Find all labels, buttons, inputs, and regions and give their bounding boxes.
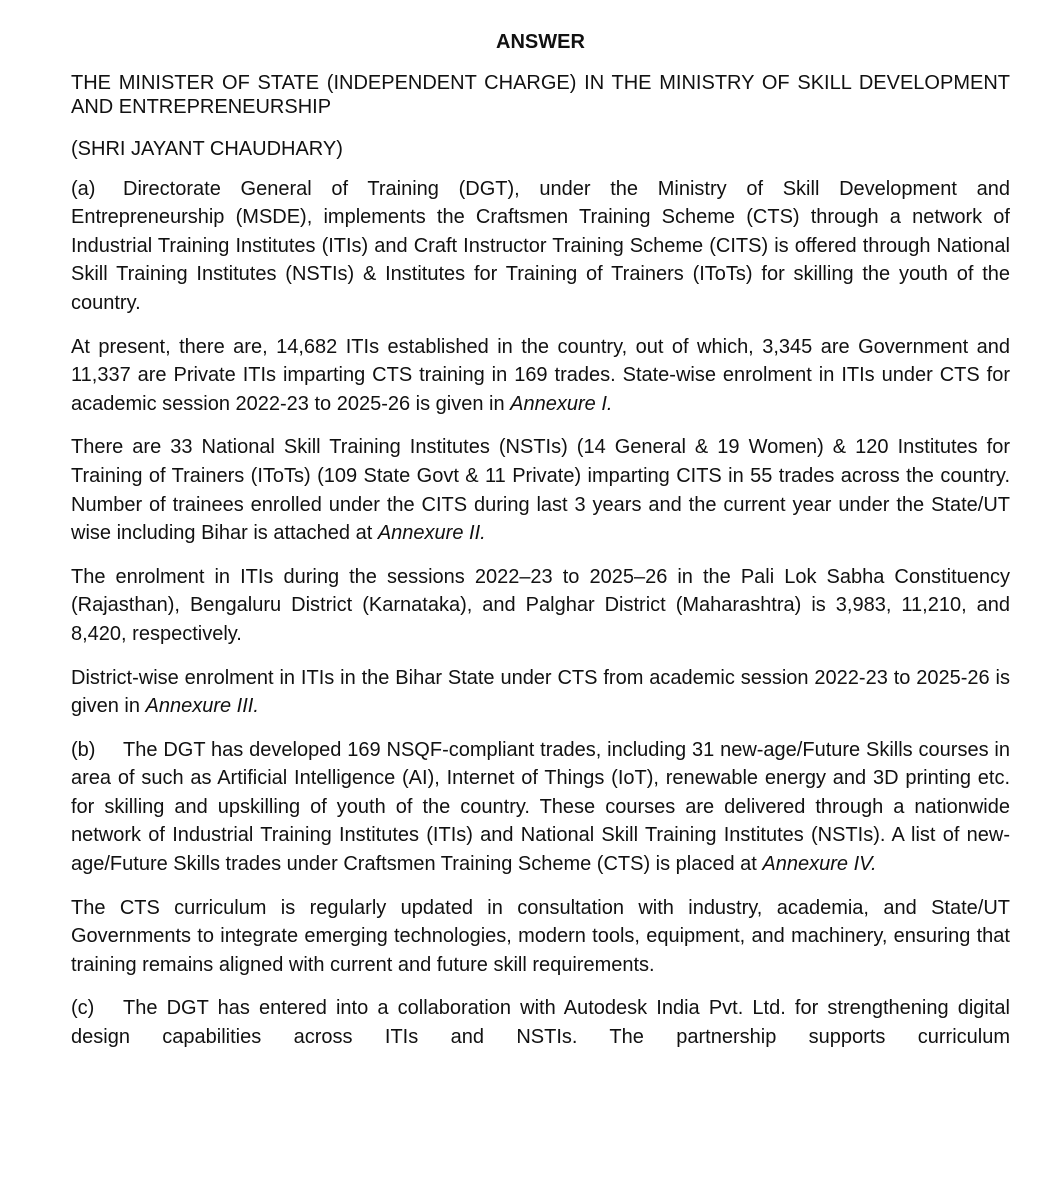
- minister-name: (SHRI JAYANT CHAUDHARY): [71, 138, 343, 160]
- minister-designation: THE MINISTER OF STATE (INDEPENDENT CHARGE) IN THE MINISTRY OF SKILL DEVELOPMENT AND ENTREPRENEURSHIP: [71, 72, 1010, 118]
- paragraph-label-c: (c): [71, 997, 95, 1020]
- paragraph-b-text: The DGT has developed 169 NSQF-compliant trades, including 31 new-age/Future Skills courses in area of such as Artificial Intelligence (AI), Internet of Things (IoT), renewable energy and 3D printing etc. for skilling and upskilling of youth of the country. These courses are delivered through a nationwide network of Industrial Training Institutes (ITIs) and National Skill Training Institutes (NSTIs). A list of new-age/Future Skills trades under Craftsmen Training Scheme (CTS) is placed at: [71, 738, 1010, 876]
- paragraph-b: [71, 736, 1010, 879]
- paragraph-nstis-text: There are 33 National Skill Training Institutes (NSTIs) (14 General & 19 Women) & 120 Institutes for Training of Trainers (IToTs) (109 State Govt & 11 Private) imparting CITS in 55 trades across the country. Number of trainees enrolled under the CITS during last 3 years and the current year under the State/UT wise including Bihar is attached at: [71, 436, 1010, 545]
- paragraph-nstis: [71, 433, 1010, 547]
- paragraph-c: [71, 994, 1010, 1051]
- paragraph-enrolment: The enrolment in ITIs during the sessions 2022–23 to 2025–26 in the Pali Lok Sabha Constituency (Rajasthan), Bengaluru District (Karnataka), and Palghar District (Maharashtra) is 3,983, 11,210, and 8,420, respectively.: [71, 565, 1010, 645]
- paragraph-label-a: (a): [71, 177, 96, 200]
- annexure-ii-reference: Annexure II.: [377, 522, 486, 545]
- paragraph-a-text: Directorate General of Training (DGT), under the Ministry of Skill Development and Entrepreneurship (MSDE), implements the Craftsmen Training Scheme (CTS) through a network of Industrial Training Institutes (ITIs) and Craft Instructor Training Scheme (CITS) is offered through National Skill Training Institutes (NSTIs) & Institutes for Training of Trainers (IToTs) for skilling the youth of the country.: [71, 177, 1010, 314]
- paragraph-curriculum: The CTS curriculum is regularly updated in consultation with industry, academia, and State/UT Governments to integrate emerging technologies, modern tools, equipment, and machinery, ensuring that training remains aligned with current and future skill requirements.: [71, 896, 1010, 976]
- annexure-iii-reference: Annexure III.: [145, 695, 259, 718]
- paragraph-c-text: The DGT has entered into a collaboration with Autodesk India Pvt. Ltd. for strengthening digital design capabilities across ITIs and NSTIs. The partnership supports curriculum: [71, 997, 1010, 1049]
- paragraph-a: [71, 175, 1010, 318]
- paragraph-present-itis-text: At present, there are, 14,682 ITIs established in the country, out of which, 3,345 are Government and 11,337 are Private ITIs imparting CTS training in 169 trades. State-wise enrolment in ITIs under CTS for academic session 2022-23 to 2025-26 is given in: [71, 335, 1010, 415]
- paragraph-label-b: (b): [71, 738, 96, 761]
- paragraph-district-wise-text: District-wise enrolment in ITIs in the Bihar State under CTS from academic session 2022-23 to 2025-26 is given in: [71, 666, 1010, 718]
- annexure-iv-reference: Annexure IV.: [762, 853, 877, 876]
- paragraph-district-wise: [71, 664, 1010, 721]
- document-page: [71, 28, 1010, 1052]
- answer-heading: ANSWER: [496, 31, 585, 53]
- paragraph-present-itis: [71, 333, 1010, 419]
- annexure-i-reference: Annexure I.: [510, 392, 613, 415]
